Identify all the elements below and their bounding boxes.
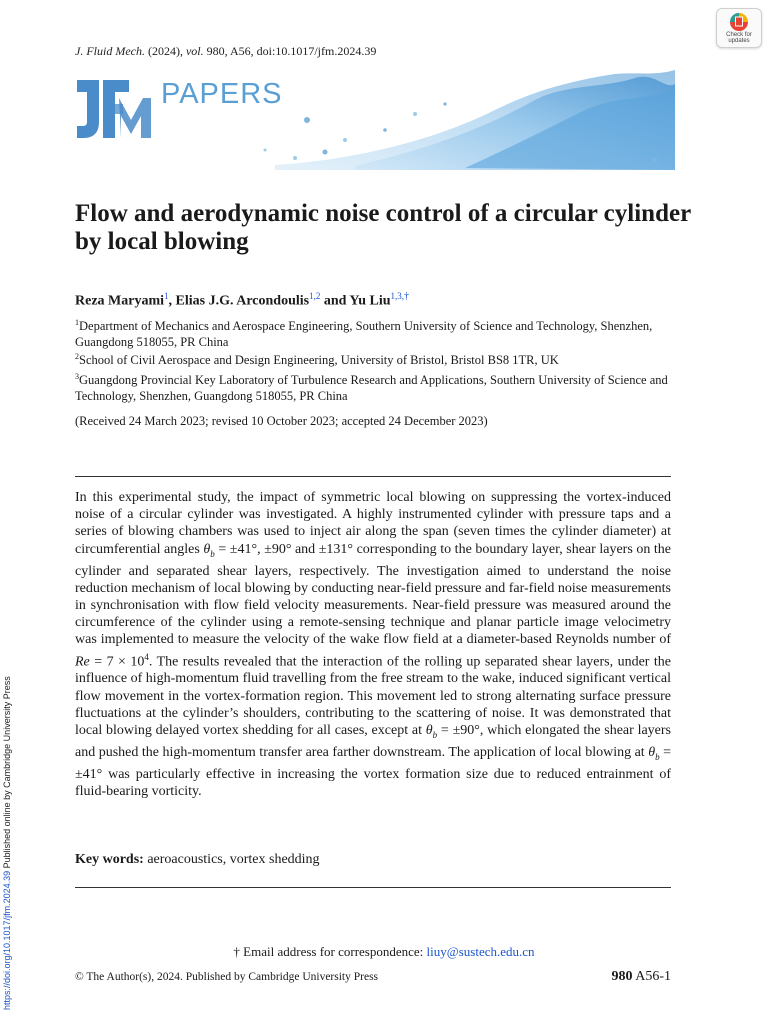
abstract	[75, 489, 671, 801]
journal-vol-rest: 980, A56, doi:10.1017/jfm.2024.39	[203, 44, 377, 58]
journal-vol-word: vol.	[185, 44, 204, 58]
math-subscript: b	[210, 548, 215, 559]
journal-citation	[75, 43, 376, 59]
journal-name: J. Fluid Mech.	[75, 44, 145, 58]
math-re: Re	[75, 654, 90, 670]
affiliation-text: School of Civil Aerospace and Design Engineering, University of Bristol, Bristol BS8 1TR, UK	[79, 353, 559, 368]
abstract-text: . The results revealed that the interaction of the rolling up separated shear layers, under the influence of high-momentum fluid travelling from the free stream to the wake, induced significant vertical flow movement in the vortex-formation region. This movement led to strong alternating surface pressure fluctuations at the cylinder’s shoulders, contributing to the scattering of noise. It was demonstrated that local blowing delayed vortex shedding for all cases, except at	[75, 654, 671, 739]
abstract-text: = ±90°, which elongated the shear layers and pushed the high-momentum transfer area farther downstream. The application of local blowing at	[75, 723, 671, 761]
dagger-mark: †	[233, 944, 240, 959]
volume-number: 980	[611, 969, 633, 984]
journal-year: (2024),	[147, 44, 186, 58]
abstract-text: = ±41° was particularly effective in increasing the vortex formation size due to reduced entrainment of fluid-bearing vorticity.	[75, 745, 671, 800]
correspondence-note	[0, 944, 768, 960]
affiliation-text: Guangdong Provincial Key Laboratory of Turbulence Research and Applications, Southern University of Science and Technology, Shenzhen, Guangdong 518055, PR China	[75, 373, 668, 403]
author-separator: ,	[168, 293, 176, 309]
article-page: A56-1	[632, 969, 671, 984]
author-affiliation-ref[interactable]: 1	[164, 291, 169, 301]
abstract-text: In this experimental study, the impact of symmetric local blowing on suppressing the vortex-induced noise of a circular cylinder was investigated. A highly instrumented cylinder with pressure taps and a series of blowing chambers was used to inject air along the span (seven times the cylinder diameter) at circumferential angles	[75, 490, 671, 557]
corresponding-author-mark[interactable]: †	[404, 291, 410, 302]
abstract-text: = ±41°, ±90° and ±131° corresponding to the boundary layer, shear layers on the cylinder and separated shear layers, respectively. The investigation aimed to understand the noise reduction mechanism of local blowing by conducting near-field pressure and far-field noise measurements in synchronisation with flow field velocity measurements. Near-field pressure was measured around the circumference of the cylinder using a remote-sensing technique and planar particle image velocimetry was implemented to measure the velocity of the wake flow field at a diameter-based Reynolds number of	[75, 541, 671, 648]
journal-banner	[75, 70, 675, 170]
author-affiliation-ref[interactable]: 1,2	[309, 291, 321, 301]
math-theta: θ	[203, 541, 211, 557]
math-theta: θ	[648, 745, 656, 761]
keywords-value: aeroacoustics, vortex shedding	[143, 852, 320, 867]
author-name: Elias J.G. Arcondoulis	[175, 293, 310, 309]
affiliation-1	[75, 315, 675, 350]
affiliation-text: Department of Mechanics and Aerospace Engineering, Southern University of Science and Technology, Shenzhen, Guangdong 518055, PR China	[75, 319, 653, 349]
side-doi-strip	[2, 670, 12, 1010]
math-exponent: 4	[144, 651, 149, 662]
math-subscript: b	[655, 751, 660, 762]
divider	[75, 476, 671, 477]
affiliation-number: 1	[75, 318, 79, 327]
correspondence-email-link[interactable]: liuy@sustech.edu.cn	[426, 944, 535, 959]
affiliation-3	[75, 369, 675, 404]
affiliation-2	[75, 349, 675, 369]
divider	[75, 887, 671, 888]
page-number	[612, 968, 672, 985]
affiliation-number: 2	[75, 352, 79, 361]
check-for-updates-button[interactable]	[716, 8, 762, 48]
check-label-1: Check for	[726, 32, 752, 38]
author-list	[75, 287, 409, 311]
jfm-logo	[75, 80, 155, 140]
doi-link[interactable]: https://doi.org/10.1017/jfm.2024.39	[2, 870, 12, 1010]
check-for-updates-icon	[729, 12, 749, 32]
affiliation-number: 3	[75, 372, 79, 381]
author-name: Reza Maryami	[75, 293, 165, 309]
keywords	[75, 851, 320, 868]
received-dates: (Received 24 March 2023; revised 10 October 2023; accepted 24 December 2023)	[75, 414, 488, 428]
math-value: = 7 × 10	[89, 654, 145, 670]
keywords-label: Key words:	[75, 852, 144, 867]
water-splash-image	[235, 70, 675, 170]
article-title: Flow and aerodynamic noise control of a circular cylinder by local blowing	[75, 200, 691, 255]
section-label: PAPERS	[161, 78, 283, 110]
author-affiliation-ref[interactable]: 1,3,	[390, 291, 405, 301]
author-name: Yu Liu	[349, 293, 391, 309]
copyright-notice: © The Author(s), 2024. Published by Cambridge University Press	[75, 971, 379, 983]
correspondence-label: Email address for correspondence:	[239, 944, 427, 959]
author-separator: and	[320, 293, 350, 309]
math-subscript: b	[432, 729, 438, 740]
published-online-text: Published online by Cambridge University Press	[2, 676, 12, 871]
check-label-2: updates	[728, 38, 750, 44]
math-theta: θ	[425, 723, 433, 739]
